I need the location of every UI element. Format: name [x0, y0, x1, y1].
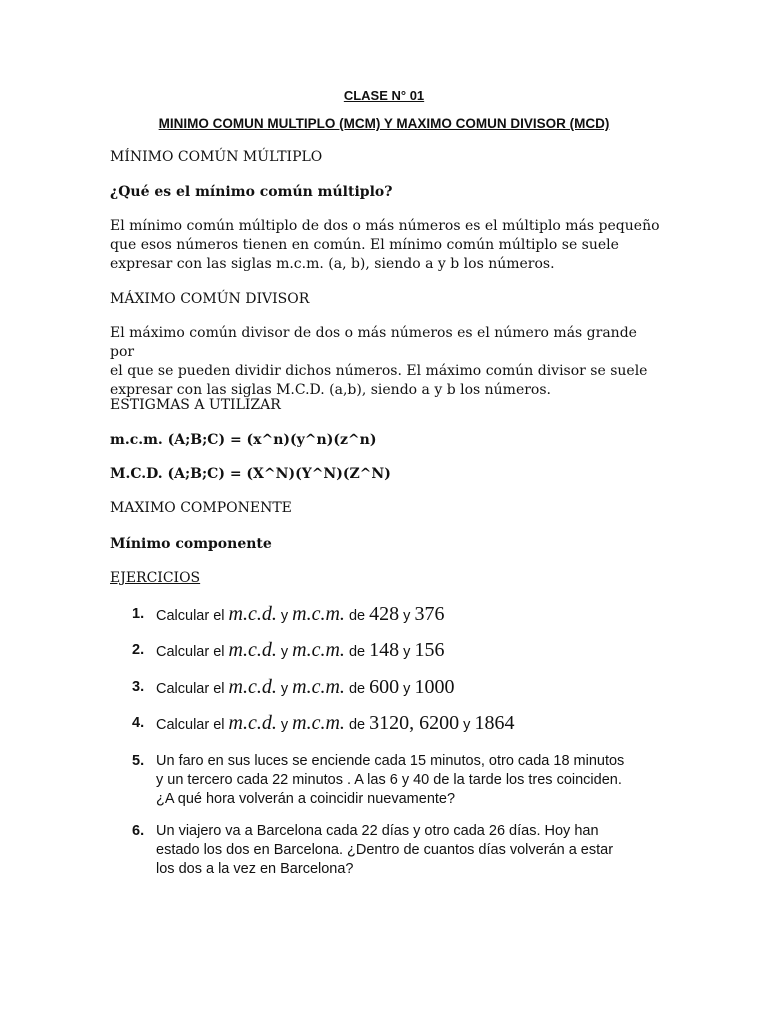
mcm-heading: MÍNIMO COMÚN MÚLTIPLO	[110, 149, 323, 165]
estigmas-heading: ESTIGMAS A UTILIZAR	[110, 397, 281, 413]
exercise-number: 5.	[132, 753, 145, 769]
mcm-question: ¿Qué es el mínimo común múltiplo?	[110, 184, 393, 200]
mcd-formula: M.C.D. (A;B;C) = (X^N)(Y^N)(Z^N)	[110, 466, 391, 482]
mcd-definition	[110, 324, 660, 400]
mcm-def-line: El mínimo común múltiplo de dos o más números es el múltiplo más pequeño	[110, 218, 660, 234]
mcm-formula: m.c.m. (A;B;C) = (x^n)(y^n)(z^n)	[110, 432, 377, 448]
class-title: CLASE N° 01	[343, 88, 425, 103]
mcd-heading: MÁXIMO COMÚN DIVISOR	[110, 291, 310, 307]
exercise-text: Calcular el m.c.d. y m.c.m. de 600 y 1000	[156, 676, 455, 698]
mcm-def-line: que esos números tienen en común. El mínimo común múltiplo se suele	[110, 237, 619, 253]
exercise-number: 1.	[132, 606, 145, 622]
exercise-text: Calcular el m.c.d. y m.c.m. de 428 y 376	[156, 603, 445, 625]
exercise-text: Calcular el m.c.d. y m.c.m. de 3120, 6200 y 1864	[156, 712, 515, 734]
exercise-text: Calcular el m.c.d. y m.c.m. de 148 y 156	[156, 639, 445, 661]
mcd-def-line: El máximo común divisor de dos o más números es el número más grande por	[110, 325, 637, 360]
exercise-number: 3.	[132, 679, 145, 695]
mcd-def-line: expresar con las siglas M.C.D. (a,b), siendo a y b los números.	[110, 382, 551, 398]
mcm-def-line: expresar con las siglas m.c.m. (a, b), siendo a y b los números.	[110, 256, 555, 272]
exercise-text: Un faro en sus luces se enciende cada 15 minutos, otro cada 18 minutos y un tercero cada 22 minutos . A las 6 y 40 de la tarde los tres coinciden. ¿A qué hora volverán a coincidir nuevamente?	[156, 753, 625, 807]
mcd-def-line: el que se pueden dividir dichos números. El máximo común divisor se suele	[110, 363, 648, 379]
ejercicios-heading: EJERCICIOS	[110, 570, 201, 586]
maximo-componente: MAXIMO COMPONENTE	[110, 500, 292, 516]
exercise-number: 4.	[132, 715, 145, 731]
exercise-text: Un viajero va a Barcelona cada 22 días y otro cada 26 días. Hoy han estado los dos en Barcelona. ¿Dentro de cuantos días volverán a estar los dos a la vez en Barcelona?	[156, 823, 614, 877]
exercise-number: 2.	[132, 642, 145, 658]
exercise-number: 6.	[132, 823, 145, 839]
mcm-definition	[110, 217, 660, 274]
minimo-componente: Mínimo componente	[110, 536, 272, 552]
subject-title: MINIMO COMUN MULTIPLO (MCM) Y MAXIMO COMUN DIVISOR (MCD)	[158, 116, 610, 131]
